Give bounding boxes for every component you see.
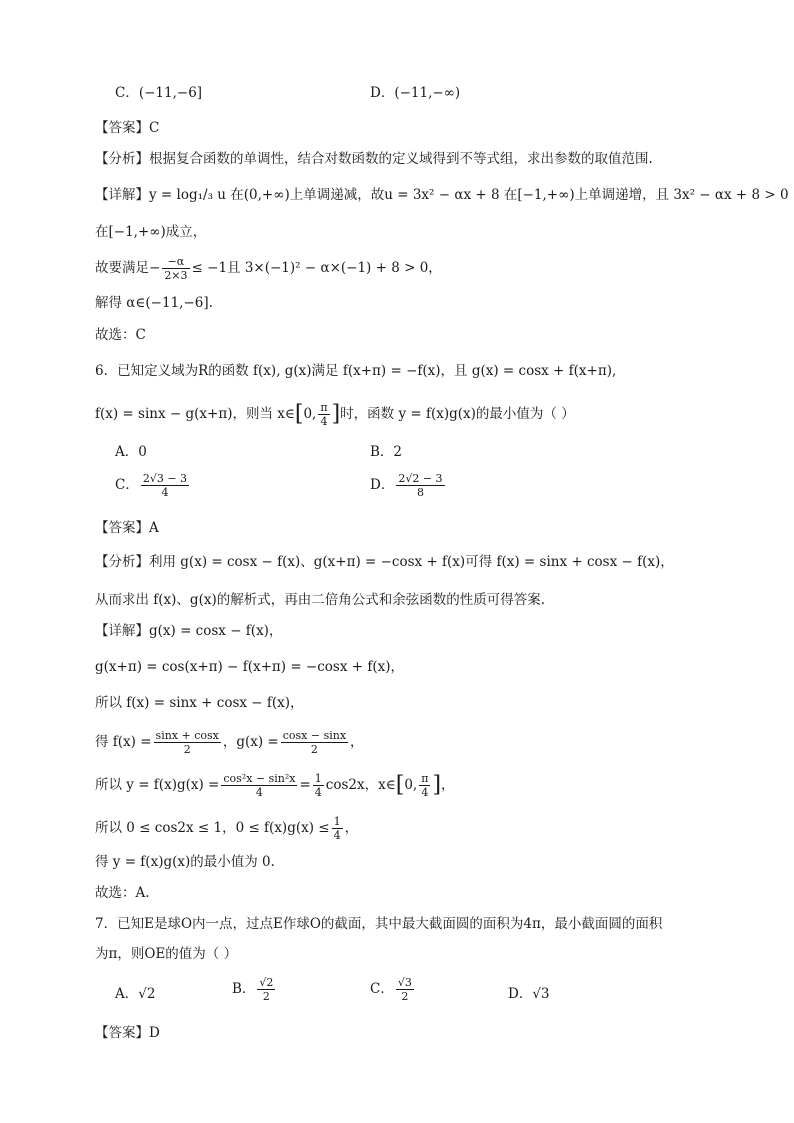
fraction: [162, 255, 189, 282]
answer-value: A: [149, 520, 159, 536]
q5-answer: [95, 119, 159, 137]
numerator: π: [421, 772, 429, 785]
q5-option-c: C．(−11,−6]: [115, 85, 203, 101]
detail-text: 0,: [404, 777, 418, 793]
fraction: [419, 772, 430, 799]
q6-answer: [95, 519, 159, 537]
fraction: [221, 772, 297, 799]
q6-stem-line1: 6．已知定义域为R的函数 f(x), g(x)满足 f(x+π) = −f(x)，且 g(x) = cosx + f(x+π),: [95, 363, 617, 379]
denominator: 2: [183, 743, 191, 756]
detail-text: 所以 y = f(x)g(x) =: [95, 777, 220, 793]
fraction: [154, 729, 221, 756]
fraction: [313, 772, 324, 799]
detail-text: 故要满足−: [95, 260, 161, 276]
detail-text: =: [299, 777, 311, 793]
q5-detail-line1: [95, 186, 789, 204]
stem-text: f(x) = sinx − g(x+π)，则当 x∈: [95, 406, 295, 422]
q6-analysis-line2: 从而求出 f(x)、g(x)的解析式，再由二倍角公式和余弦函数的性质可得答案.: [95, 592, 546, 608]
q6-detail-line3: 所以 f(x) = sinx + cosx − f(x)，: [95, 695, 304, 711]
analysis-tag: 【分析】: [95, 554, 149, 570]
denominator: 2×3: [164, 269, 188, 282]
detail-text: ，: [350, 734, 364, 750]
q5-detail-line2: 在[−1,+∞)成立，: [95, 224, 207, 240]
answer-tag: 【答案】: [95, 520, 149, 536]
detail-text: g(x) = cosx − f(x)，: [149, 623, 283, 639]
fraction: [257, 976, 275, 1003]
detail-text: 所以 0 ≤ cos2x ≤ 1，0 ≤ f(x)g(x) ≤: [95, 820, 330, 836]
answer-value: C: [149, 120, 160, 136]
q5-detail-line3: [95, 255, 442, 282]
option-label: D．: [370, 477, 395, 493]
q6-detail-line2: g(x+π) = cos(x+π) − f(x+π) = −cosx + f(x)，: [95, 659, 405, 675]
analysis-text: 根据复合函数的单调性，结合对数函数的定义域得到不等式组，求出参数的取值范围.: [149, 151, 653, 167]
fraction: [141, 472, 189, 499]
q6-option-b: B．2: [370, 444, 403, 460]
detail-text: ≤ −1且 3×(−1)² − α×(−1) + 8 > 0，: [191, 260, 442, 276]
q5-detail-line4: 解得 α∈(−11,−6].: [95, 295, 213, 311]
detail-text: cos2x，x∈: [325, 777, 396, 793]
denominator: 8: [416, 486, 424, 499]
denominator: 4: [320, 415, 328, 428]
detail-text: ，: [344, 820, 359, 836]
analysis-text: 利用 g(x) = cosx − f(x)、g(x+π) = −cosx + f(x)可得 f(x) = sinx + cosx − f(x)，: [149, 554, 674, 570]
denominator: 4: [333, 829, 341, 842]
numerator: π: [320, 401, 328, 414]
q7-stem-line1: 7．已知E是球O内一点，过点E作球O的截面，其中最大截面圆的面积为4π，最小截面圆的面积: [95, 916, 663, 932]
denominator: 4: [255, 786, 263, 799]
q6-option-d: [370, 472, 447, 499]
q6-detail-line1: [95, 622, 282, 640]
q5-analysis: [95, 150, 653, 168]
bracket-right-icon: ]: [331, 401, 341, 427]
detail-text: ，: [441, 777, 455, 793]
fraction: [396, 976, 414, 1003]
option-label: C．: [115, 477, 139, 493]
answer-value: D: [149, 1025, 160, 1041]
q5-option-d: D．(−11,−∞): [370, 85, 461, 101]
numerator: −α: [162, 255, 189, 269]
detail-text: ，g(x) =: [222, 734, 279, 750]
denominator: 4: [421, 786, 429, 799]
q6-option-a: A．0: [115, 444, 147, 460]
fraction: [332, 815, 343, 842]
answer-tag: 【答案】: [95, 1025, 149, 1041]
q7-option-a: A．√2: [115, 986, 156, 1002]
numerator: 2√2 − 3: [398, 472, 443, 485]
q7-stem-line2: 为π，则OE的值为（ ）: [95, 946, 238, 962]
bracket-left-icon: [: [294, 401, 304, 427]
bracket-left-icon: [: [395, 772, 405, 798]
numerator: 2√3 − 3: [142, 472, 188, 485]
q6-analysis-line1: [95, 553, 674, 571]
numerator: √3: [397, 976, 412, 989]
q5-detail-line5: 故选：C: [95, 327, 146, 343]
denominator: 4: [161, 486, 169, 499]
denominator: 2: [262, 990, 270, 1003]
q7-option-c: [370, 976, 416, 1003]
detail-text: 得 f(x) =: [95, 734, 152, 750]
numerator: cos²x − sin²x: [223, 772, 296, 785]
denominator: 4: [314, 786, 322, 799]
q7-answer: [95, 1024, 160, 1042]
q6-option-c: [115, 472, 191, 499]
fraction: [318, 401, 329, 428]
answer-tag: 【答案】: [95, 120, 149, 136]
option-label: C．: [370, 981, 394, 997]
detail-tag: 【详解】: [95, 187, 149, 203]
bracket-right-icon: ]: [432, 772, 442, 798]
stem-text: 时，函数 y = f(x)g(x)的最小值为（ ）: [340, 406, 575, 422]
q6-detail-line7: 得 y = f(x)g(x)的最小值为 0.: [95, 854, 275, 870]
numerator: 1: [333, 815, 341, 828]
detail-tag: 【详解】: [95, 623, 149, 639]
analysis-tag: 【分析】: [95, 151, 149, 167]
q7-option-b: [232, 976, 277, 1003]
q6-detail-line4: [95, 729, 364, 756]
q6-detail-line5: [95, 772, 455, 799]
numerator: sinx + cosx: [155, 729, 219, 742]
stem-text: 0,: [303, 406, 317, 422]
detail-text: y = log₁/₃ u 在(0,+∞)上单调递减，故u = 3x² − αx + 8 在[−1,+∞)上单调递增，且 3x² − αx + 8 > 0: [149, 187, 789, 203]
denominator: 2: [401, 990, 409, 1003]
q6-detail-line6: [95, 815, 358, 842]
fraction: [281, 729, 348, 756]
denominator: 2: [310, 743, 318, 756]
q7-option-d: D．√3: [508, 986, 550, 1002]
q6-stem-line2: [95, 401, 575, 428]
numerator: 1: [314, 772, 322, 785]
numerator: cosx − sinx: [282, 729, 347, 742]
q6-detail-line8: 故选：A.: [95, 885, 150, 901]
numerator: √2: [259, 976, 274, 989]
option-label: B．: [232, 981, 256, 997]
fraction: [396, 472, 444, 499]
